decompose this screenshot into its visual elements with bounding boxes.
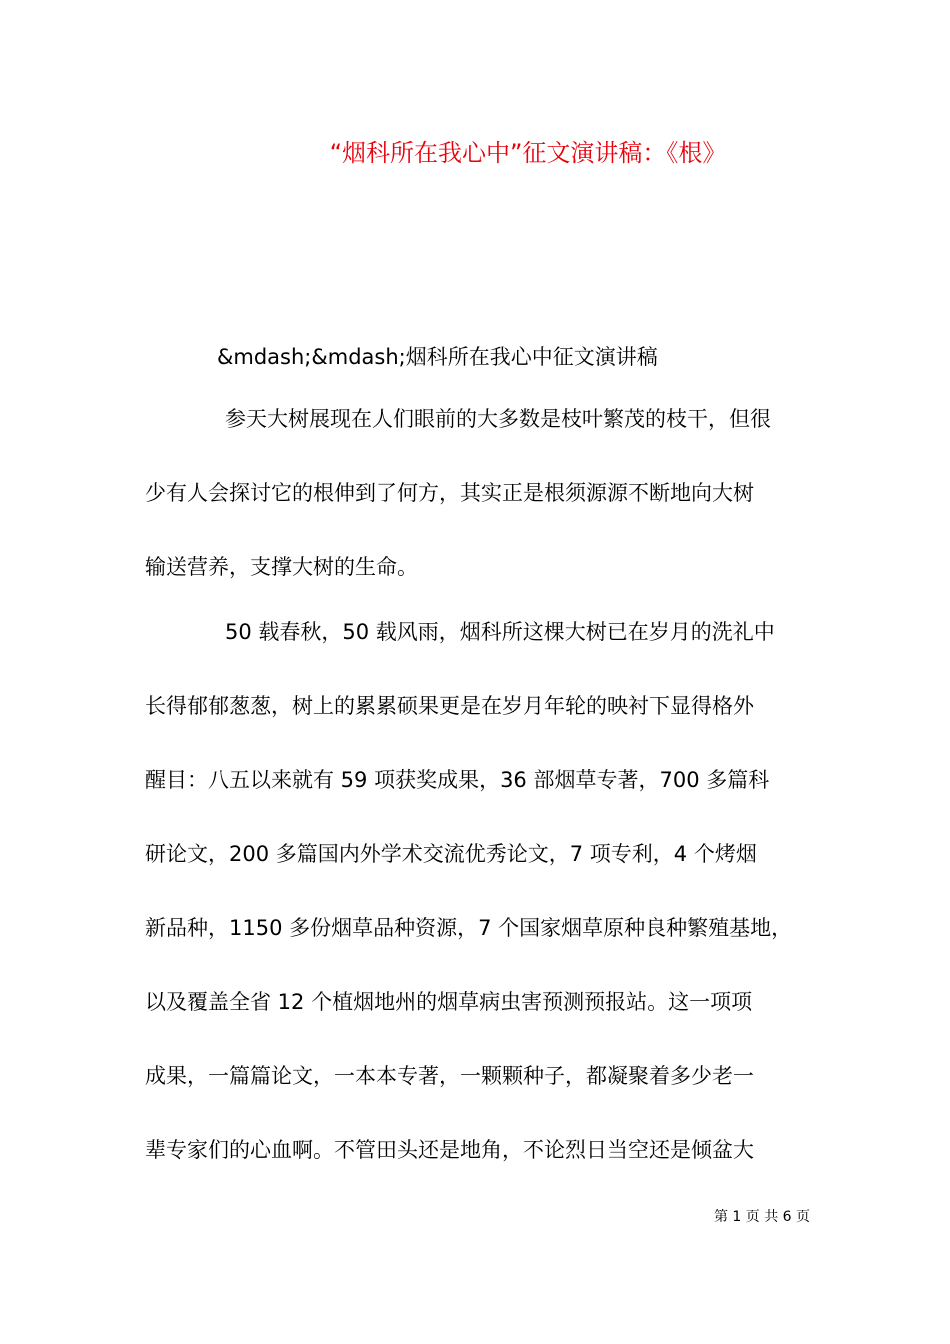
paragraph bbox=[145, 595, 835, 1187]
paragraph-line: 参天大树展现在人们眼前的大多数是枝叶繁茂的枝干，但很 bbox=[225, 407, 771, 431]
paragraph bbox=[145, 382, 835, 604]
paragraph-line: 输送营养，支撑大树的生命。 bbox=[145, 555, 418, 579]
paragraph-line: 长得郁郁葱葱，树上的累累硕果更是在岁月年轮的映衬下显得格外 bbox=[145, 694, 754, 718]
paragraph-line: 成果，一篇篇论文，一本本专著，一颗颗种子，都凝聚着多少老一 bbox=[145, 1064, 754, 1088]
paragraph-line: 辈专家们的心血啊。不管田头还是地角，不论烈日当空还是倾盆大 bbox=[145, 1138, 754, 1162]
paragraph-line: 醒目：八五以来就有 59 项获奖成果，36 部烟草专著，700 多篇科 bbox=[145, 768, 770, 792]
paragraph-line: 以及覆盖全省 12 个植烟地州的烟草病虫害预测预报站。这一项项 bbox=[145, 990, 753, 1014]
paragraph-line: 新品种，1150 多份烟草品种资源，7 个国家烟草原种良种繁殖基地， bbox=[145, 916, 793, 940]
document-subtitle: &mdash;&mdash;烟科所在我心中征文演讲稿 bbox=[217, 345, 658, 369]
paragraph-line: 50 载春秋，50 载风雨，烟科所这棵大树已在岁月的洗礼中 bbox=[225, 620, 775, 644]
paragraph-line: 少有人会探讨它的根伸到了何方，其实正是根须源源不断地向大树 bbox=[145, 481, 754, 505]
page-number: 第 1 页 共 6 页 bbox=[713, 1209, 811, 1225]
paragraph-line: 研论文，200 多篇国内外学术交流优秀论文，7 项专利，4 个烤烟 bbox=[145, 842, 757, 866]
document-title: “烟科所在我心中”征文演讲稿：《根》 bbox=[329, 139, 727, 167]
